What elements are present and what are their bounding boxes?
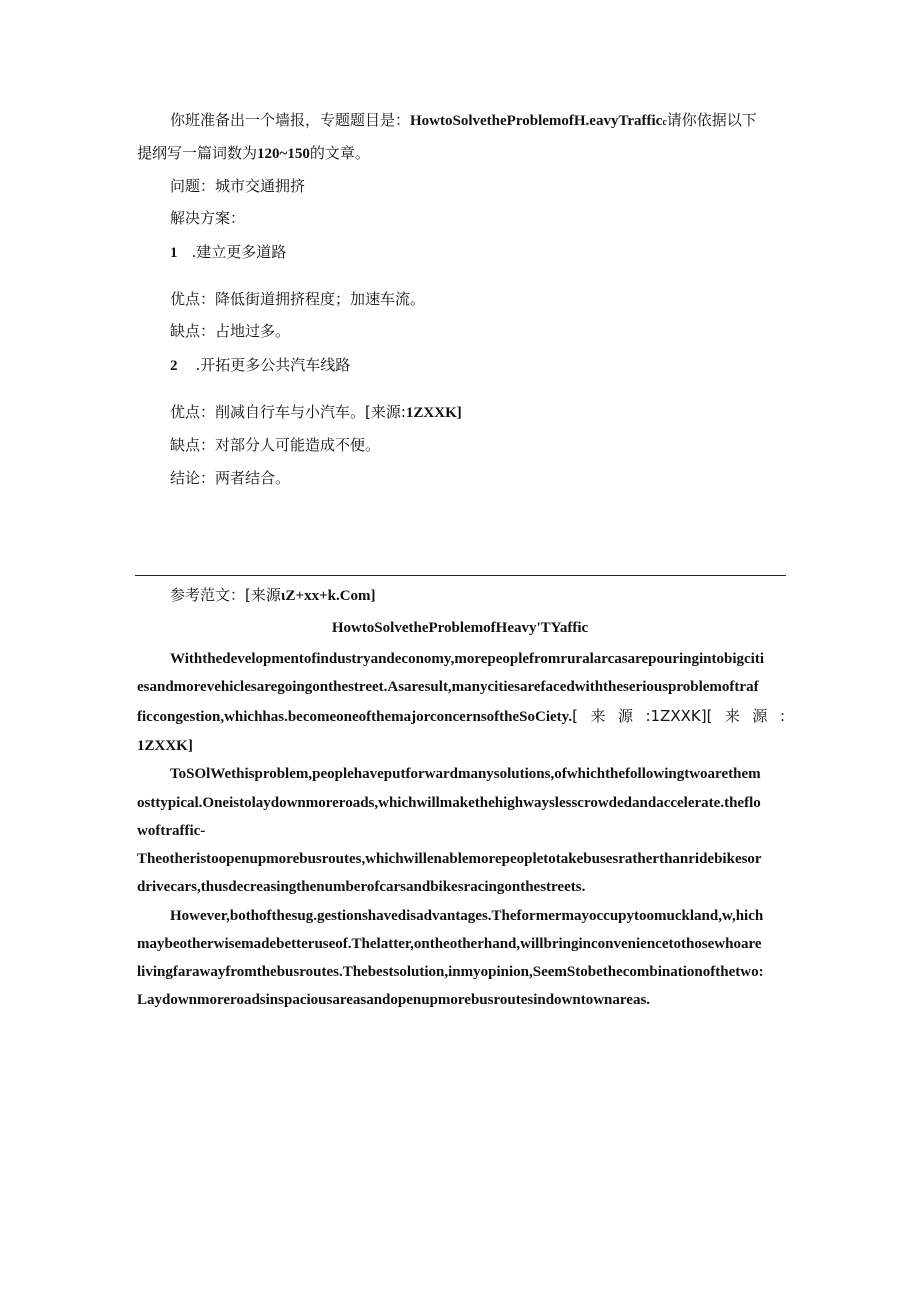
- prompt-intro-line-1: [170, 109, 757, 134]
- solution-1-text: .建立更多道路: [191, 243, 287, 261]
- solution-2-text: .开拓更多公共汽车线路: [195, 356, 351, 374]
- essay-p1-source-tags: [来源:1ZXXK][来源:: [572, 707, 785, 725]
- essay-p2-line: woftraffic-: [137, 823, 206, 839]
- essay-p1-line: [137, 705, 785, 728]
- reference-label: [170, 584, 376, 607]
- essay-p3-line: maybeotherwisemadebetteruseof.Thelatter,ontheotherhand,willbringinconveniencetothosewhoare: [137, 936, 762, 952]
- essay-p1-line: Withthedevelopmentofindustryandeconomy,morepeoplefromruralarcasarepouringintobigciti: [170, 651, 765, 667]
- outline-solution-2-pro: [170, 401, 462, 424]
- essay-title: HowtoSolvetheProblemofHeavy'TYaffic: [331, 620, 589, 636]
- prompt-intro-text: 你班准备出一个墙报，专题题目是：: [170, 111, 411, 129]
- source-tag: 1ZXXK]: [405, 405, 462, 421]
- essay-p2-line: drivecars,thusdecreasingthenumberofcarsandbikesracingonthestreets.: [137, 879, 586, 895]
- essay-p3-line: However,bothofthesug.gestionshavedisadvantages.Theformermayoccupytoomuckland,w,hich: [170, 908, 764, 924]
- outline-solution-2: [170, 354, 350, 377]
- outline-conclusion: 结论：两者结合。: [170, 469, 291, 487]
- reference-source-tag: ιZ+xx+k.Com]: [280, 588, 376, 604]
- prompt-essay-title: HowtoSolvetheProblemofH.eavyTraffic: [410, 113, 663, 129]
- prompt-word-count-range: 120~150: [257, 146, 310, 162]
- prompt-intro-line-2: [137, 142, 370, 165]
- essay-p2-line: Theotheristoopenupmorebusroutes,whichwillenablemorepeopletotakebusesratherthanridebikesor: [137, 851, 762, 867]
- outline-solution-2-con: 缺点：对部分人可能造成不便。: [170, 436, 381, 454]
- essay-p1-line: esandmorevehiclesaregoingonthestreet.Asaresult,manycitiesarefacedwiththeseriousproblemoftraf: [137, 679, 759, 695]
- outline-problem: 问题：城市交通拥挤: [170, 177, 306, 195]
- prompt-word-count-text: 提纲写一篇词数为: [137, 144, 258, 162]
- essay-p2-line: osttypical.Oneistolaydownmoreroads,whichwillmakethehighwayslesscrowdedandaccelerate.theflo: [137, 795, 761, 811]
- solution-1-number: 1: [170, 245, 178, 261]
- essay-p1-text: ficcongestion,whichhas.becomeoneofthemajorconcernsoftheSoCiety.: [137, 709, 573, 725]
- essay-p2-line: ToSOlWethisproblem,peoplehaveputforwardmanysolutions,ofwhichthefollowingtwoarethem: [170, 766, 761, 782]
- essay-p3-line: livingfarawayfromthebusroutes.Thebestsolution,inmyopinion,SeemStobethecombinationofthetwo:: [137, 964, 764, 980]
- prompt-word-count-tail: 的文章。: [309, 144, 370, 162]
- reference-label-text: 参考范文：[来源: [170, 586, 281, 604]
- prompt-stray-mark: c: [662, 117, 667, 128]
- outline-solution-1: [170, 241, 286, 264]
- outline-solutions-heading: 解决方案：: [170, 209, 246, 227]
- outline-solution-1-con: 缺点：占地过多。: [170, 322, 291, 340]
- essay-p1-line: 1ZXXK]: [137, 738, 193, 754]
- solution-2-number: 2: [170, 358, 178, 374]
- outline-solution-1-pro: 优点：降低街道拥挤程度；加速车流。: [170, 290, 426, 308]
- section-divider: [135, 575, 786, 576]
- essay-p3-line: Laydownmoreroadsinspaciousareasandopenupmorebusroutesindowntownareas.: [137, 992, 651, 1008]
- prompt-intro-text-tail: 请你依据以下: [666, 111, 757, 129]
- solution-2-pro-text: 优点：削减自行车与小汽车。[来源:: [170, 403, 406, 421]
